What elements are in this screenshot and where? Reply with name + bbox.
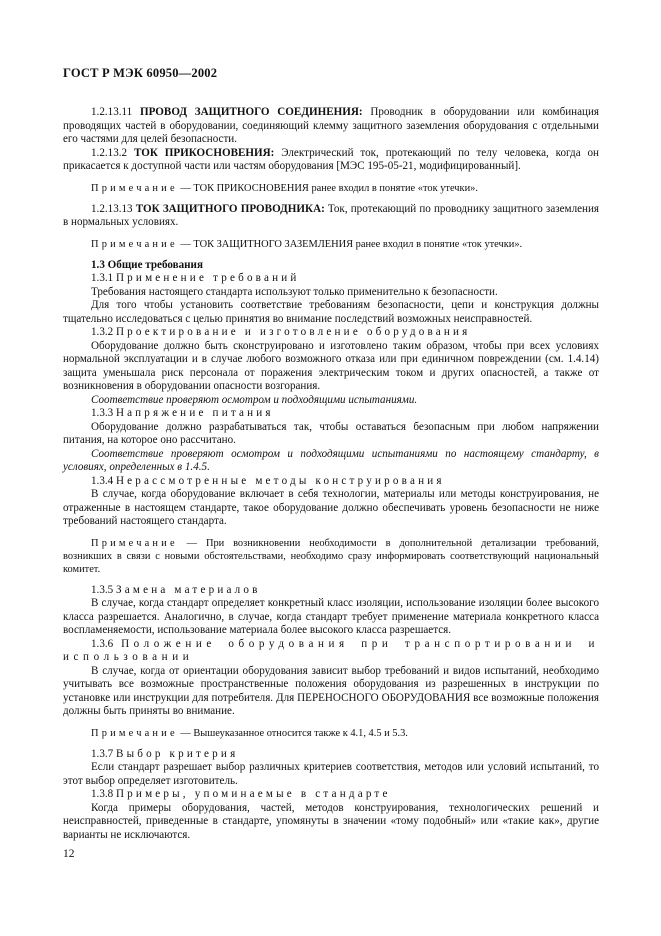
clause-1-3-4-heading	[63, 475, 599, 489]
clause-term: ПРОВОД ЗАЩИТНОГО СОЕДИНЕНИЯ:	[139, 106, 363, 118]
note-1-3-6	[63, 727, 599, 740]
clause-title: Напряжение питания	[115, 407, 274, 419]
clause-title: Положение оборудования при транспортировании и использовании	[63, 637, 599, 663]
clause-1-3-3-p1: Оборудование должно разрабатываться так, чтобы оставаться безопасным при любом напряжении питания, на которое оно рассчитано.	[63, 420, 599, 446]
document-body	[63, 98, 599, 842]
clause-1-3-3-check: Соответствие проверяют осмотром и подходящими испытаниями по настоящему стандарту, в условиях, определенных в 1.4.5.	[63, 447, 599, 473]
clause-text: все возможные положения должны быть приняты во внимание.	[63, 691, 599, 717]
clause-term: ТОК ЗАЩИТНОГО ПРОВОДНИКА:	[135, 202, 325, 215]
clause-title: Нерассмотренные методы конструирования	[115, 474, 445, 487]
note-label: Примечание	[91, 727, 178, 739]
document-header: ГОСТ Р МЭК 60950—2002	[63, 66, 218, 80]
clause-1-3-5-p1: В случае, когда стандарт определяет конкретный класс изоляции, использование изоляции более высокого класса разрешается. Аналогично, в случае, когда стандарт требует применение материала конкретного класса воспламеняемости, использование материала более высокого класса разрешается.	[63, 597, 599, 636]
clause-1-3-7-heading	[63, 748, 599, 762]
clause-number: 1.2.13.13	[91, 202, 136, 215]
clause-1-3-2-heading	[63, 326, 599, 340]
clause-1-3-7-p1: Если стандарт разрешает выбор различных критериев соответствия, методов или условий испытаний, то этот выбор определяет изготовитель.	[63, 761, 599, 787]
clause-1-3-8-p1: Когда примеры оборудования, частей, методов конструирования, технологических решений и неисправностей, приведенные в стандарте, упомянуты в значении «тому подобный» или «такие как», другие варианты не исключаются.	[63, 801, 599, 841]
clause-1-2-13-13	[63, 203, 599, 230]
note-text: ТОК ЗАЩИТНОГО ЗАЗЕМЛЕНИЯ ранее входил в понятие «ток утечки».	[193, 238, 523, 250]
clause-number: 1.3.4	[91, 474, 116, 487]
clause-1-3-2-check: Соответствие проверяют осмотром и подходящими испытаниями.	[91, 393, 418, 406]
clause-1-2-13-2	[63, 147, 599, 174]
clause-number: 1.3.3	[91, 407, 116, 419]
clause-1-3-8-heading	[63, 788, 599, 802]
clause-1-3-1-p1: Требования настоящего стандарта используют только применительно к безопасности.	[91, 285, 498, 298]
clause-1-2-13-11	[63, 106, 599, 147]
clause-number: 1.3.8	[91, 788, 116, 800]
section-title-1-3: 1.3 Общие требования	[91, 258, 203, 271]
note-dash: —	[177, 238, 194, 250]
clause-1-3-5-heading	[63, 584, 599, 598]
note-text: Вышеуказанное относится также к 4.1, 4.5 и 5.3.	[193, 727, 408, 739]
clause-1-3-1-heading	[63, 272, 599, 286]
note-1-3-4	[63, 537, 599, 576]
note-dash: —	[177, 727, 194, 739]
clause-number: 1.3.5	[91, 583, 116, 596]
clause-1-3-6-heading	[63, 638, 599, 665]
clause-title: Примеры, упоминаемые в стандарте	[115, 788, 391, 800]
clause-number: 1.2.13.11	[91, 106, 140, 118]
clause-title: Применение требований	[115, 272, 300, 284]
clause-number: 1.3.1	[91, 272, 116, 284]
note-dash: —	[177, 182, 194, 194]
note-text: При возникновении необходимости в дополнительной детализации требований, возникших в связи с новыми обстоятельствами, необходимо сразу информировать соответствующий национальный комитет.	[63, 537, 599, 575]
clause-1-3-1-p2: Для того чтобы установить соответствие требованиям безопасности, цепи и конструкция должны тщательно исследоваться с целью принятия во внимание последствий возможных неисправностей.	[63, 299, 599, 325]
clause-1-3-6-p1	[63, 665, 599, 719]
clause-1-3-2-p1: Оборудование должно быть сконструировано и изготовлено таким образом, чтобы при всех условиях нормальной эксплуатации и в случае любого возможного отказа или при единичном повреждении (см. 1.4.14) защита уменьшала риск персонала от поражения электрическим током и других опасностей, а также от возникновения в оборудовании опасности возгорания.	[63, 339, 599, 392]
note-1-2-13-13	[63, 238, 599, 251]
note-label: Примечание	[91, 182, 178, 194]
clause-text: Ток, протекающий по проводнику защитного заземления в нормальных условиях.	[63, 202, 600, 228]
note-label: Примечание	[91, 537, 178, 549]
clause-text: В случае, когда от ориентации оборудования зависит выбор требований и видов испытаний, необходимо учитывать все возможные пространственные положения оборудования из разрешенных в инструкции по установке или инструкции для потребителя. Для	[63, 664, 599, 704]
clause-text: Электрический ток, протекающий по телу человека, когда он прикасается к доступной части или частям оборудования [МЭС 195-05-21, модифицированный].	[63, 146, 599, 172]
note-1-2-13-2	[63, 182, 599, 195]
clause-text: Проводник в оборудовании или комбинация проводящих частей в оборудовании, соединяющий клемму защитного заземления оборудования с отдельными его частями для целей безопасности.	[63, 106, 599, 145]
page-number: 12	[63, 848, 75, 860]
clause-1-3-4-p1: В случае, когда оборудование включает в себя технологии, материалы или методы конструирования, не отраженные в настоящем стандарте, такое оборудование должно обеспечивать уровень безопасности не ниже требований настоящего стандарта.	[63, 488, 599, 527]
clause-title: Выбор критерия	[115, 747, 239, 760]
clause-title: Замена материалов	[115, 583, 261, 596]
clause-number: 1.2.13.2	[91, 146, 134, 159]
clause-term: ПЕРЕНОСНОГО ОБОРУДОВАНИЯ	[297, 691, 471, 704]
clause-number: 1.3.7	[91, 747, 116, 760]
clause-number: 1.3.2	[91, 326, 116, 338]
note-dash: —	[177, 537, 206, 549]
note-label: Примечание	[91, 238, 178, 250]
clause-term: ТОК ПРИКОСНОВЕНИЯ:	[133, 146, 275, 159]
note-text: ТОК ПРИКОСНОВЕНИЯ ранее входил в понятие «ток утечки».	[193, 182, 478, 194]
clause-1-3-3-heading	[63, 407, 599, 421]
clause-title: Проектирование и изготовление оборудования	[115, 326, 471, 338]
clause-number: 1.3.6	[91, 637, 122, 650]
